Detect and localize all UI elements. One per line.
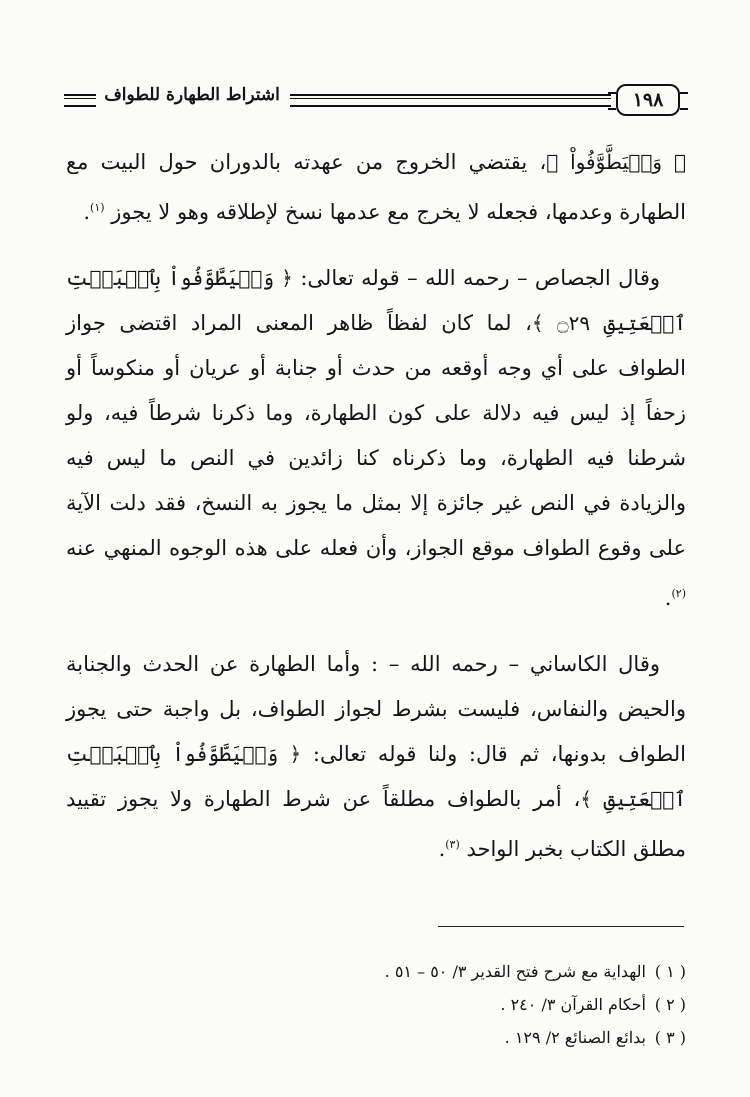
footnote-number: ( ١ ) [654, 962, 686, 981]
running-title: اشتراط الطهارة للطواف [104, 85, 280, 105]
footnote-number: ( ٣ ) [654, 1028, 686, 1047]
footnote-ref: (١) [90, 201, 105, 214]
footnote-ref: (٢) [671, 587, 686, 600]
period: . [664, 586, 672, 610]
paragraph-intro: وقال الجصاص – رحمه الله – قوله تعالى: [292, 266, 660, 290]
footnote-separator [438, 926, 684, 927]
footnote-1 [300, 955, 686, 988]
quran-verse: ﴿ وَلۡيَطَّوَّفُواْ بِٱلۡبَيۡتِ ٱلۡعَتِيقِ ۝٢٩ ﴾ [66, 266, 686, 335]
quran-verse: ﴿ وَلۡيَطَّوَّفُواْ ﴾ [546, 150, 686, 174]
quran-verse: ﴿ وَلۡيَطَّوَّفُواْ بِٱلۡبَيۡتِ ٱلۡعَتِيقِ ﴾ [66, 742, 686, 811]
paragraph-text: ، لما كان لفظاً ظاهر المعنى المراد اقتضى جواز الطواف على أي وجه أوقعه من حدث أو جنابة أو عريان أو منكوساً أو زحفاً إذ ليس فيه دلالة على كون الطهارة، وما ذكرنا شرطاً فيه، ولو شرطنا فيه الطهارة، وما ذكرناه كنا زائدين في النص ما ليس فيه والزيادة في النص غير جائزة إلا بمثل ما يجوز به النسخ، فقد دلت الآية على وقوع الطواف موقع الجواز، وأن فعله على هذه الوجوه المنهي عنه [66, 311, 686, 560]
period: . [83, 200, 91, 224]
footnote-text: أحكام القرآن ٣/ ٢٤٠ . [500, 995, 646, 1014]
paragraph-2 [66, 256, 686, 621]
paragraph-3 [66, 642, 686, 872]
footnote-ref: (٣) [445, 838, 460, 851]
header-rule-left [64, 94, 96, 107]
running-header [58, 84, 688, 118]
main-text [66, 140, 686, 893]
paragraph-text: ، يقتضي الخروج من عهدته بالدوران حول البيت مع الطهارة وعدمها، فجعله لا يخرج مع عدمها نسخ لإطلاقه وهو لا يجوز [66, 150, 686, 224]
paragraph-intro: وقال الكاساني – رحمه الله – : وأما الطهارة عن الحدث والجنابة والحيض والنفاس، فليست بشرط لجواز الطواف، بل واجبة حتى يجوز الطواف بدونها، ثم قال: ولنا قوله تعالى: [66, 652, 686, 766]
paragraph-1 [66, 140, 686, 235]
paragraph-text: ، أمر بالطواف مطلقاً عن شرط الطهارة ولا يجوز تقييد مطلق الكتاب بخبر الواحد [66, 787, 686, 861]
footnote-number: ( ٢ ) [654, 995, 686, 1014]
page-number: ١٩٨ [616, 84, 680, 116]
period: . [438, 837, 446, 861]
footnote-2 [300, 988, 686, 1021]
footnote-3 [300, 1021, 686, 1054]
footnote-text: الهداية مع شرح فتح القدير ٣/ ٥٠ – ٥١ . [384, 962, 646, 981]
footnotes [300, 955, 686, 1054]
footnote-text: بدائع الصنائع ٢/ ١٢٩ . [504, 1028, 646, 1047]
header-rule-right [290, 94, 611, 107]
